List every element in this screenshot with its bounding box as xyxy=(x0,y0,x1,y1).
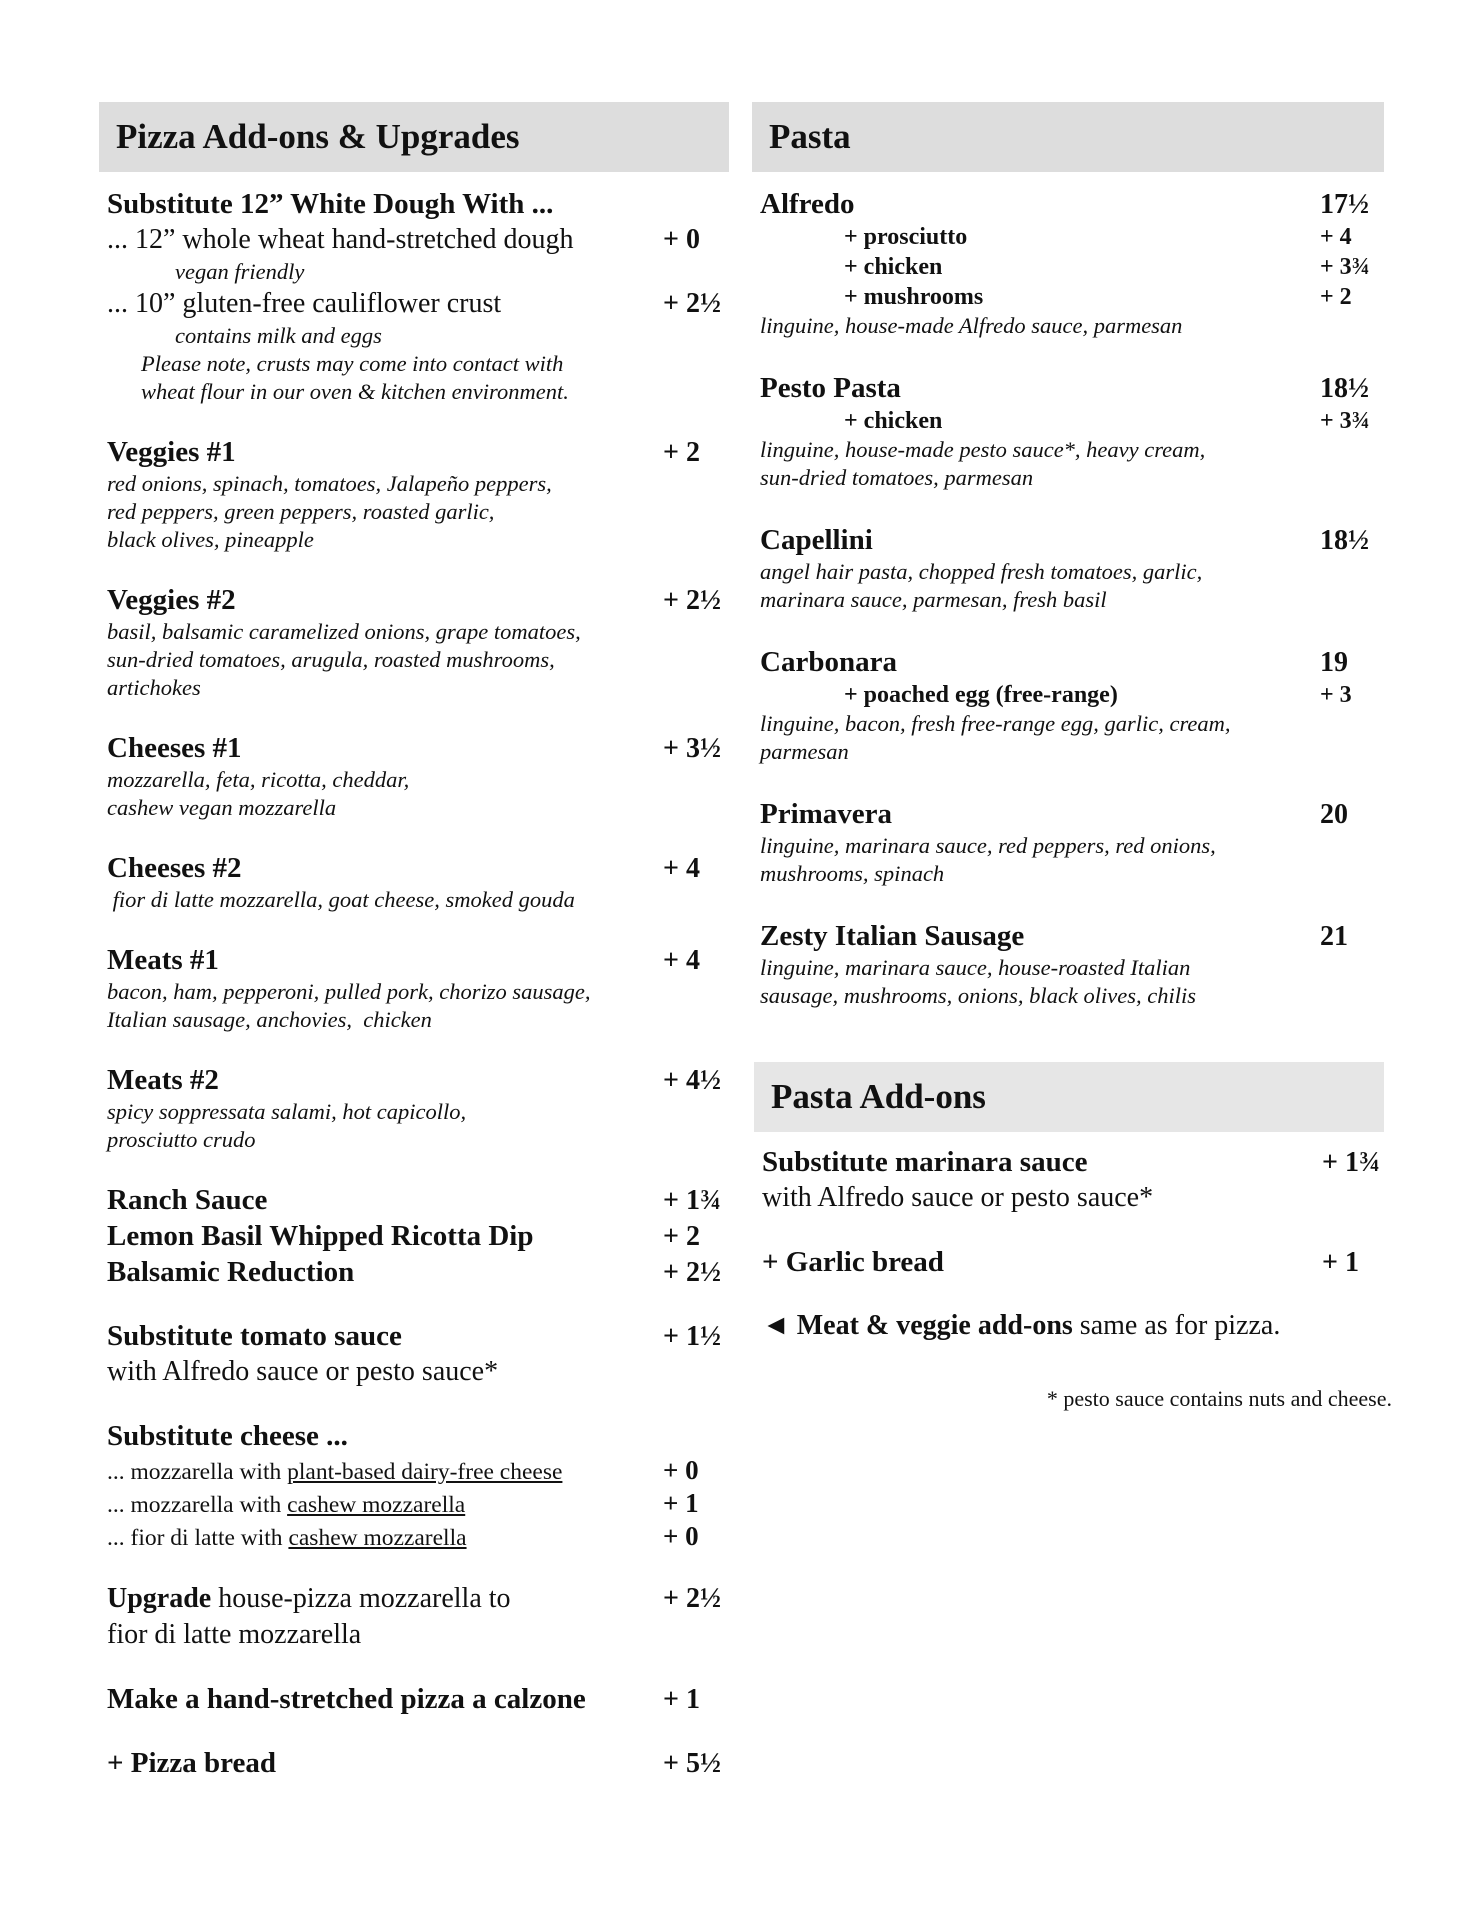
pasta-dish-price: 18½ xyxy=(1320,525,1369,556)
addon-group xyxy=(107,1062,729,1098)
addon-group-title: Meats #1 xyxy=(107,944,219,976)
addon-group-title: Veggies #1 xyxy=(107,436,236,468)
dough-option-note: vegan friendly xyxy=(175,259,305,284)
pasta-header: Pasta xyxy=(752,102,1384,172)
addon-group-price: + 2½ xyxy=(663,585,721,616)
addon-group-price: + 4 xyxy=(663,853,700,884)
addon-group-desc: red peppers, green peppers, roasted garlic, xyxy=(107,499,495,524)
dough-option: ... 12” whole wheat hand-stretched dough + 0 xyxy=(107,224,700,255)
dough-substitute-title: Substitute 12” White Dough With ... xyxy=(107,188,554,220)
pasta-dish-desc: parmesan xyxy=(760,739,849,764)
pizza-bread-option: + Pizza bread + 5½ xyxy=(107,1747,721,1779)
pasta-dish-addon: + chicken + 3¾ xyxy=(844,254,1370,280)
pasta-dish-name: Zesty Italian Sausage xyxy=(760,920,1025,952)
pasta-dish-addon: + prosciutto + 4 xyxy=(844,224,1352,250)
addon-group-desc: prosciutto crudo xyxy=(107,1127,256,1152)
pizza-addons-header: Pizza Add-ons & Upgrades xyxy=(99,102,729,172)
addon-group xyxy=(107,434,729,470)
cheese-substitute-option: ... fior di latte with cashew mozzarella + 0 xyxy=(107,1521,699,1551)
addon-group-desc: basil, balsamic caramelized onions, grape tomatoes, xyxy=(107,619,581,644)
pasta-dish-desc: sausage, mushrooms, onions, black olives, chilis xyxy=(760,983,1197,1008)
cheese-substitute-title: Substitute cheese ... xyxy=(107,1420,348,1452)
dough-option: ... 10” gluten-free cauliflower crust + 2½ xyxy=(107,288,721,319)
addon-group xyxy=(107,850,729,886)
calzone-option: Make a hand-stretched pizza a calzone + 1 xyxy=(107,1683,700,1715)
addon-group-desc: bacon, ham, pepperoni, pulled pork, chorizo sausage, xyxy=(107,979,591,1004)
pasta-dish-price: 19 xyxy=(1320,647,1348,678)
addon-group-desc: artichokes xyxy=(107,675,201,700)
crust-warning: wheat flour in our oven & kitchen environment. xyxy=(141,379,569,404)
addon-group xyxy=(107,582,729,618)
pasta-dish-desc: mushrooms, spinach xyxy=(760,861,945,886)
addon-group-price: + 4½ xyxy=(663,1065,721,1096)
pasta-dish-name: Capellini xyxy=(760,524,873,556)
addon-group-price: + 4 xyxy=(663,945,700,976)
pasta-dish-name: Alfredo xyxy=(760,188,855,220)
addon-group-title: Cheeses #2 xyxy=(107,852,242,884)
pasta-dish-desc: linguine, marinara sauce, house-roasted Italian xyxy=(760,955,1191,980)
mozzarella-upgrade-detail: fior di latte mozzarella xyxy=(107,1619,362,1650)
garlic-bread-option: + Garlic bread + 1 xyxy=(762,1246,1359,1278)
pasta-dish xyxy=(760,918,1382,954)
pasta-section xyxy=(752,102,1392,1412)
addon-group-desc: Italian sausage, anchovies, chicken xyxy=(107,1007,432,1032)
pasta-dish-addon: + chicken + 3¾ xyxy=(844,408,1370,434)
pesto-footnote: * pesto sauce contains nuts and cheese. xyxy=(1046,1386,1392,1411)
pasta-dish xyxy=(760,186,1382,222)
addon-group-price: + 2 xyxy=(663,437,700,468)
pasta-dish xyxy=(760,796,1382,832)
pasta-dish xyxy=(760,644,1382,680)
marinara-substitute-detail: with Alfredo sauce or pesto sauce* xyxy=(762,1182,1154,1213)
pasta-dish-desc: marinara sauce, parmesan, fresh basil xyxy=(760,587,1107,612)
pasta-dish-addon: + mushrooms + 2 xyxy=(844,284,1352,310)
addon-group-desc: spicy soppressata salami, hot capicollo, xyxy=(107,1099,467,1124)
addon-group-desc: sun-dried tomatoes, arugula, roasted mushrooms, xyxy=(107,647,555,672)
addon-group-title: Veggies #2 xyxy=(107,584,236,616)
addon-group-title: Meats #2 xyxy=(107,1064,219,1096)
tomato-sauce-substitute-detail: with Alfredo sauce or pesto sauce* xyxy=(107,1356,499,1387)
pasta-dish xyxy=(760,522,1382,558)
addon-group-desc: fior di latte mozzarella, goat cheese, smoked gouda xyxy=(107,887,575,912)
pasta-dish-price: 21 xyxy=(1320,921,1348,952)
marinara-substitute: Substitute marinara sauce + 1¾ xyxy=(762,1146,1380,1178)
pasta-dish-desc: linguine, marinara sauce, red peppers, red onions, xyxy=(760,833,1216,858)
crust-warning: Please note, crusts may come into contact with xyxy=(141,351,564,376)
sauce-item: Balsamic Reduction + 2½ xyxy=(107,1256,721,1288)
pasta-dish-name: Pesto Pasta xyxy=(760,372,901,404)
pasta-dish-desc: angel hair pasta, chopped fresh tomatoes, garlic, xyxy=(760,559,1203,584)
pasta-dish-price: 18½ xyxy=(1320,373,1369,404)
sauce-item: Ranch Sauce + 1¾ xyxy=(107,1184,721,1216)
sauce-item: Lemon Basil Whipped Ricotta Dip + 2 xyxy=(107,1220,700,1252)
addon-group-desc: black olives, pineapple xyxy=(107,527,314,552)
addon-group-desc: red onions, spinach, tomatoes, Jalapeño peppers, xyxy=(107,471,552,496)
mozzarella-upgrade: Upgrade house-pizza mozzarella to + 2½ xyxy=(107,1583,721,1614)
pasta-dish-name: Carbonara xyxy=(760,646,897,678)
pasta-dish-desc: linguine, bacon, fresh free-range egg, garlic, cream, xyxy=(760,711,1231,736)
addon-group-desc: cashew vegan mozzarella xyxy=(107,795,337,820)
meat-veggie-note: ◄ Meat & veggie add-ons same as for pizza. xyxy=(762,1310,1281,1341)
pasta-dish-price: 17½ xyxy=(1320,189,1369,220)
pasta-dish xyxy=(760,370,1382,406)
pasta-dish-desc: linguine, house-made pesto sauce*, heavy cream, xyxy=(760,437,1206,462)
addon-group-title: Cheeses #1 xyxy=(107,732,242,764)
cheese-substitute-option: ... mozzarella with plant-based dairy-free cheese + 0 xyxy=(107,1455,699,1485)
pasta-addons-header: Pasta Add-ons xyxy=(754,1062,1384,1132)
addon-group-desc: mozzarella, feta, ricotta, cheddar, xyxy=(107,767,410,792)
pizza-addons-section xyxy=(99,102,729,1781)
pasta-dish-price: 20 xyxy=(1320,799,1348,830)
addon-group xyxy=(107,942,729,978)
pasta-dish-addon: + poached egg (free-range) + 3 xyxy=(844,682,1352,708)
addon-group-price: + 3½ xyxy=(663,733,721,764)
addon-group xyxy=(107,730,729,766)
tomato-sauce-substitute: Substitute tomato sauce + 1½ xyxy=(107,1320,721,1352)
dough-option-note: contains milk and eggs xyxy=(175,323,382,348)
cheese-substitute-option: ... mozzarella with cashew mozzarella + 1 xyxy=(107,1488,699,1518)
pasta-dish-desc: sun-dried tomatoes, parmesan xyxy=(760,465,1034,490)
pasta-dish-desc: linguine, house-made Alfredo sauce, parmesan xyxy=(760,313,1183,338)
pasta-dish-name: Primavera xyxy=(760,798,893,830)
left-arrow-icon: ◄ xyxy=(762,1310,790,1341)
